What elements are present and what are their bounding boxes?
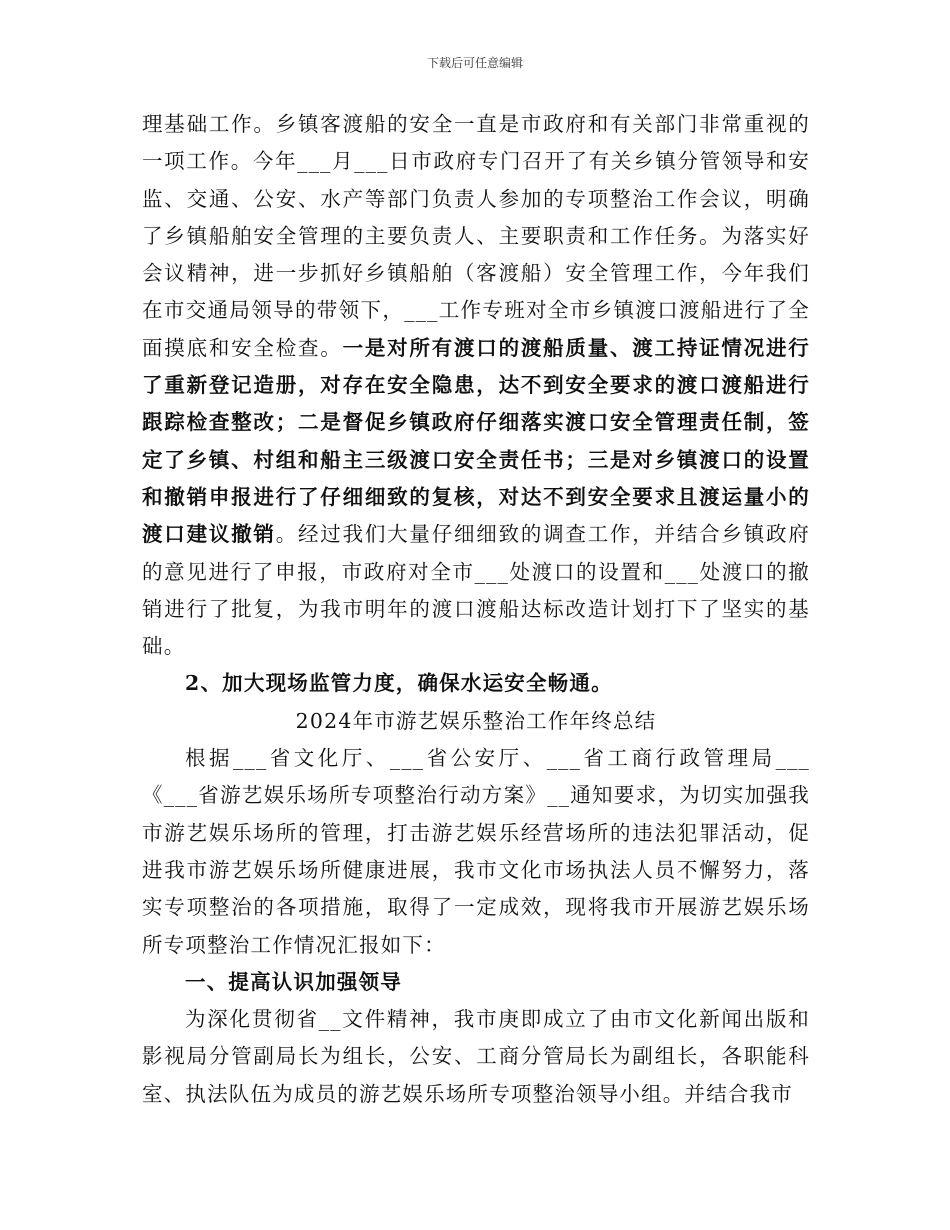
text-run: 理基础工作。乡镇客渡船的安全一直是市政府和有关部门非常重视的一项工作。今年___月___日市政府专门召开了有关乡镇分管领导和安监、交通、公安、水产等部门负责人参加的专项整治工作会议，明确了乡镇船舶安全管理的主要负责人、主要职责和工作任务。为落实好会议精神，进一步抓好乡镇船舶（客渡船）安全管理工作，今年我们在市交通局领导的带领下，___工作专班对全市乡镇渡口渡船进行了全面摸底和安全检查。 — [142, 112, 810, 360]
title-text: 2024年市游艺娱乐整治工作年终总结 — [295, 708, 657, 733]
section-heading-leadership — [142, 964, 810, 1001]
text-run: 根据___省文化厅、___省公安厅、___省工商行政管理局___《___省游艺娱乐场所专项整治行动方案》__通知要求，为切实加强我市游艺娱乐场所的管理，打击游艺娱乐经营场所的违法犯罪活动，促进我市游艺娱乐场所健康进展，我市文化市场执法人员不懈努力，落实专项整治的各项措施，取得了一定成效，现将我市开展游艺娱乐场所专项整治工作情况汇报如下： — [142, 746, 810, 957]
text-run: 。经过我们大量仔细细致的调查工作，并结合乡镇政府的意见进行了申报，市政府对全市___处渡口的设置和___处渡口的撤销进行了批复，为我市明年的渡口渡船达标改造计划打下了坚实的基础。 — [142, 522, 810, 659]
paragraph-leadership — [142, 1001, 810, 1113]
text-run: 为深化贯彻省__文件精神，我市庚即成立了由市文化新闻出版和影视局分管副局长为组长，公安、工商分管局长为副组长，各职能科室、执法队伍为成员的游艺娱乐场所专项整治领导小组。并结合我市 — [142, 1007, 810, 1106]
section-heading-supervision — [142, 665, 810, 702]
paragraph-intro — [142, 740, 810, 964]
heading-text: 2、加大现场监管力度，确保水运安全畅通。 — [185, 671, 613, 696]
document-title — [142, 703, 810, 740]
heading-text: 一、提高认识加强领导 — [185, 969, 402, 994]
document-body — [142, 106, 810, 1113]
paragraph-ferry-safety — [142, 106, 810, 665]
page-header: 下载后可任意编辑 — [426, 56, 523, 70]
text-run-bold: 一是对所有渡口的渡船质量、渡工持证情况进行了重新登记造册，对存在安全隐患，达不到安全要求的渡口渡船进行跟踪检查整改；二是督促乡镇政府仔细落实渡口安全管理责任制，签定了乡镇、村组和船主三级渡口安全责任书；三是对乡镇渡口的设置和撤销申报进行了仔细细致的复核，对达不到安全要求且渡运量小的渡口建议撤销 — [142, 335, 810, 547]
